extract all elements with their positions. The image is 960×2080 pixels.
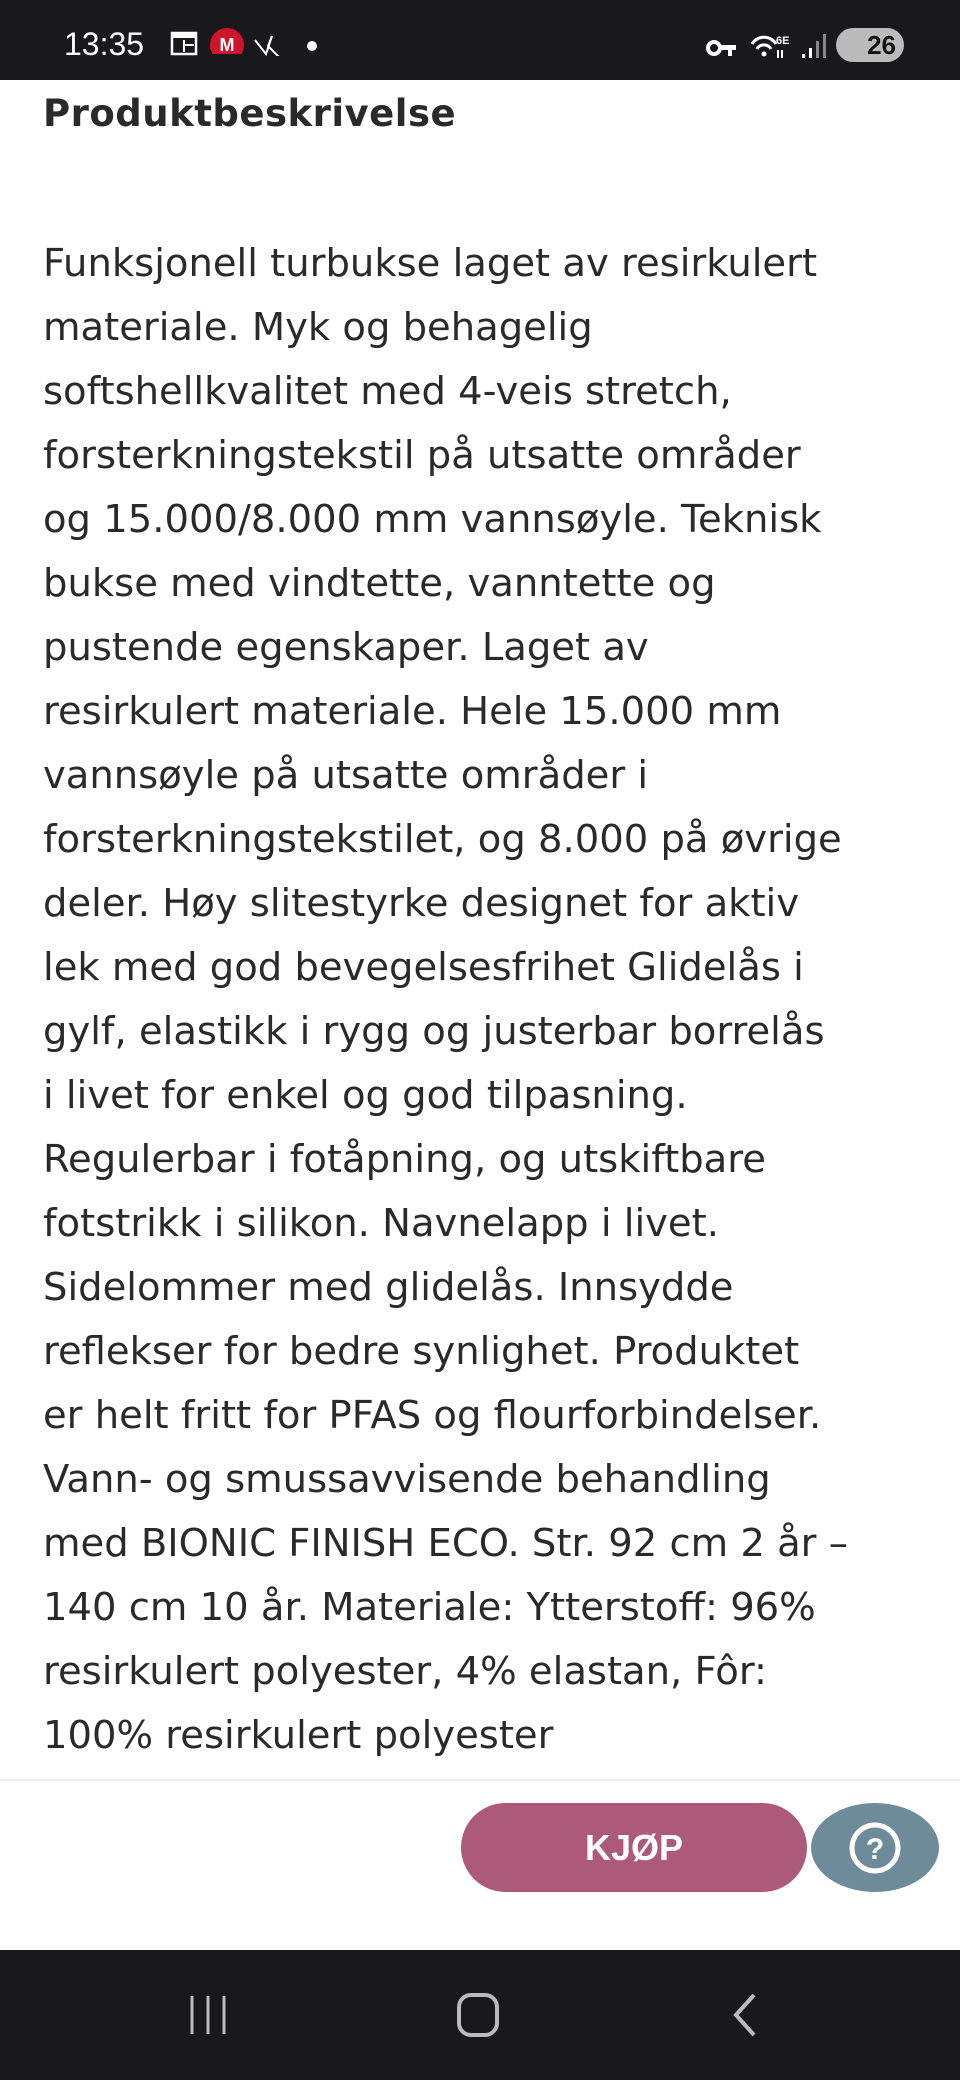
key-icon [706,38,738,64]
description-line: og 15.000/8.000 mm vannsøyle. Teknisk [43,497,822,542]
description-line: resirkulert polyester, 4% elastan, Fôr: [43,1649,767,1694]
recent-apps-icon[interactable] [188,1992,232,2038]
description-line: deler. Høy slitestyrke designet for aktiv [43,881,800,926]
description-line: vannsøyle på utsatte områder i [43,753,649,798]
description-line: Regulerbar i fotåpning, og utskiftbare [43,1137,766,1182]
description-line: 140 cm 10 år. Materiale: Ytterstoff: 96% [43,1585,816,1630]
description-line: lek med god bevegelsesfrihet Glidelås i [43,945,804,990]
status-time: 13:35 [64,26,145,62]
signal-icon [800,32,826,58]
svg-text:M: M [219,35,235,54]
description-line: fotstrikk i silikon. Navnelapp i livet. [43,1201,719,1246]
app-m-icon [210,28,244,54]
buy-button[interactable]: KJØP [461,1803,807,1892]
svg-text:?: ? [865,1832,885,1866]
description-line: pustende egenskaper. Laget av [43,625,649,670]
product-description [43,232,848,1768]
description-line: forsterkningstekstil på utsatte områder [43,433,801,478]
app-bird-icon [252,30,284,56]
description-line: forsterkningstekstilet, og 8.000 på øvrige [43,817,842,862]
description-line: Sidelommer med glidelås. Innsydde [43,1265,734,1310]
description-line: Funksjonell turbukse laget av resirkulert [43,241,818,286]
description-line: materiale. Myk og behagelig [43,305,593,350]
wifi-6e-icon [750,32,790,58]
description-line: i livet for enkel og god tilpasning. [43,1073,688,1118]
battery-level: 26 [867,30,896,60]
dot-icon [306,40,318,66]
calendar-icon [170,30,198,56]
status-bar [0,0,960,80]
description-line: 100% resirkulert polyester [43,1713,554,1758]
description-line: bukse med vindtette, vanntette og [43,561,716,606]
help-button[interactable] [811,1803,939,1892]
system-nav-bar [0,1950,960,2080]
divider [0,1779,960,1781]
description-line: med BIONIC FINISH ECO. Str. 92 cm 2 år – [43,1521,849,1566]
section-heading: Produktbeskrivelse [43,92,457,135]
description-line: reflekser for bedre synlighet. Produktet [43,1329,800,1374]
svg-text:6E: 6E [776,35,790,47]
description-line: softshellkvalitet med 4-veis stretch, [43,369,732,414]
description-line: resirkulert materiale. Hele 15.000 mm [43,689,782,734]
description-line: gylf, elastikk i rygg og justerbar borrelås [43,1009,825,1054]
description-line: er helt fritt for PFAS og flourforbindelser. [43,1393,822,1438]
home-icon[interactable] [456,1992,502,2038]
question-circle-icon [847,1820,903,1876]
description-line: Vann- og smussavvisende behandling [43,1457,771,1502]
battery-indicator [836,28,904,62]
back-icon[interactable] [730,1992,760,2038]
